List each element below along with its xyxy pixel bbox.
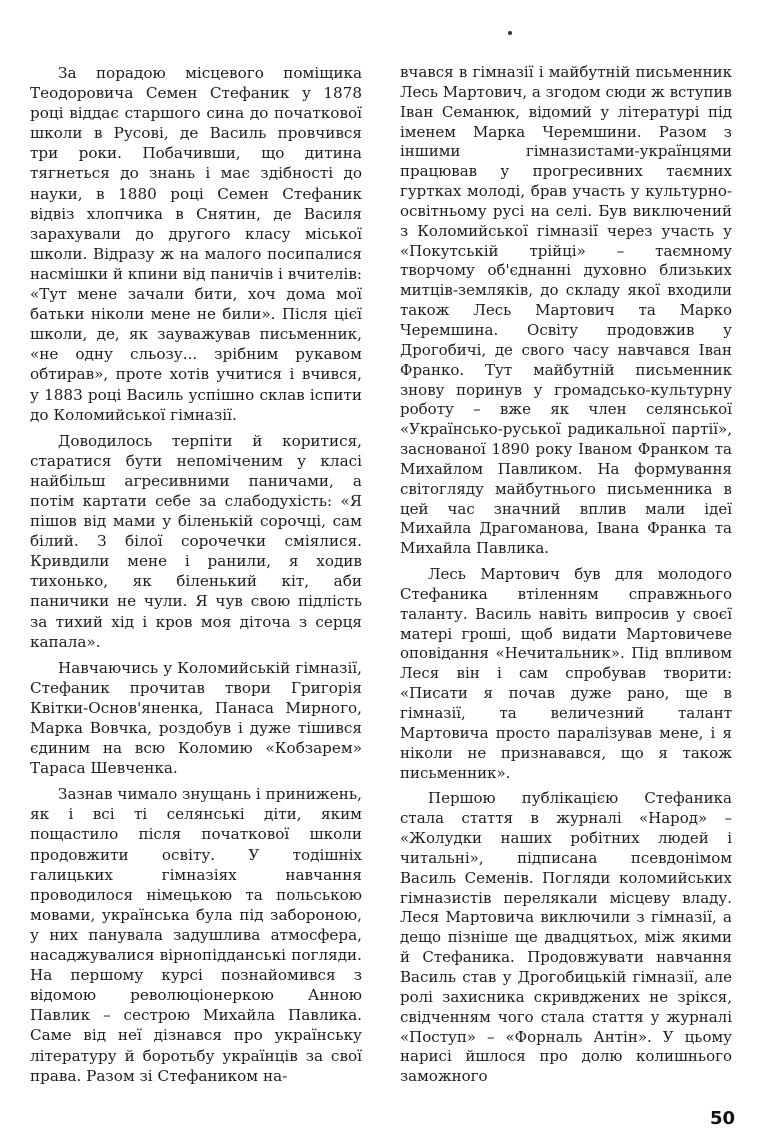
paragraph-continued: вчався в гімназії і майбутній письменник Лесь Мартович, а згодом сюди ж вступив Іван Семанюк, відомий у літературі під іменем Марка Черемшини. Разом з іншими гімназистами-українцями працював у прогресивних таємних гуртках молоді, брав участь у культурно-освітньому русі на селі. Був виключений з Коломийської гімназії через участь у «Покутській трійці» – таємному творчому об'єднанні духовно близьких митців-земляків, до складу якої входили також Лесь Мартович та Марко Черемшина. Освіту продовжив у Дрогобичі, де свого часу навчався Іван Франко. Тут майбутній письменник знову поринув у громадсько-культурну роботу – вже як член селянської «Українсько-руської радикальної партії», заснованої 1890 року Іваном Франком та Михайлом Павликом. На формування світогляду майбутнього письменника в цей час значний вплив мали ідеї Михайла Драгоманова, Івана Франка та Михайла Павлика. bbox=[400, 63, 732, 558]
paragraph: Лесь Мартович був для молодого Стефаника втіленням справжнього таланту. Василь навіть випросив у своєї матері гроші, щоб видати Мартовичеве оповідання «Нечитальник». Під впливом Леся він і сам спробував творити: «Писати я почав дуже рано, ще в гімназії, та величезний талант Мартовича просто паралізував мене, і я ніколи не признавався, що я також письменник». bbox=[400, 565, 732, 782]
paragraph: Навчаючись у Коломийській гімназії, Стефаник прочитав твори Григорія Квітки-Основ'яненка, Панаса Мирного, Марка Вовчка, роздобув і дуже тішився єдиним на всю Коломию «Кобзарем» Тараса Шевченка. bbox=[30, 658, 362, 778]
page-number: 50 bbox=[709, 1108, 735, 1129]
paragraph: Зазнав чимало знущань і принижень, як і всі ті селянські діти, яким пощастило після початкової школи продовжити освіту. У тодішніх галицьких гімназіях навчання проводилося німецькою та польською мовами, українська була під забороною, у них панувала задушлива атмосфера, насаджувалися вірнопідданські погляди. На першому курсі познайомився з відомою революціонеркою Анною Павлик – сестрою Михайла Павлика. Саме від неї дізнався про українську літературу й боротьбу українців за свої права. Разом зі Стефаником на- bbox=[30, 785, 362, 1085]
left-text-column bbox=[30, 63, 362, 1092]
paragraph: Першою публікацією Стефаника стала стаття в журналі «Народ» – «Жолудки наших робітних людей і читальні», підписана псевдонімом Василь Семенів. Погляди коломийських гімназистів перелякали місцеву владу. Леся Мартовича виключили з гімназії, а дещо пізніше ще двадцятьох, між якими й Стефаника. Продовжувати навчання Василь став у Дрогобицькій гімназії, але ролі захисника скривджених не зрікся, свідченням чого стала стаття у журналі «Поступ» – «Форналь Антін». У цьому нарисі йшлося про долю колишнього заможного bbox=[400, 789, 732, 1086]
paragraph: За порадою місцевого поміщика Теодоровича Семен Стефаник у 1878 році віддає старшого сина до початкової школи в Русові, де Василь провчився три роки. Побачивши, що дитина тягнеться до знань і має здібності до науки, в 1880 році Семен Стефаник відвіз хлопчика в Снятин, де Василя зарахували до другого класу міської школи. Відразу ж на малого посипалися насмішки й кпини від паничів і вчителів: «Тут мене зачали бити, хоч дома мої батьки ніколи мене не били». Після цієї школи, де, як зауважував письменник, «не одну сльозу... зрібним рукавом обтирав», проте хотів учитися і вчився, у 1883 році Василь успішно склав іспити до Коломийської гімназії. bbox=[30, 64, 362, 424]
paragraph: Доводилось терпіти й коритися, старатися бути непоміченим у класі найбільш агресивними паничами, а потім картати себе за слабодухість: «Я пішов від мами у біленькій сорочці, сам білий. З білої сорочечки сміялися. Кривдили мене і ранили, я ходив тихонько, як біленький кіт, аби паничики не чули. Я чув свою підлість за тихий хід і кров моя діточа з серця капала». bbox=[30, 431, 362, 651]
right-text-column bbox=[400, 63, 732, 1093]
print-speck bbox=[508, 31, 512, 35]
